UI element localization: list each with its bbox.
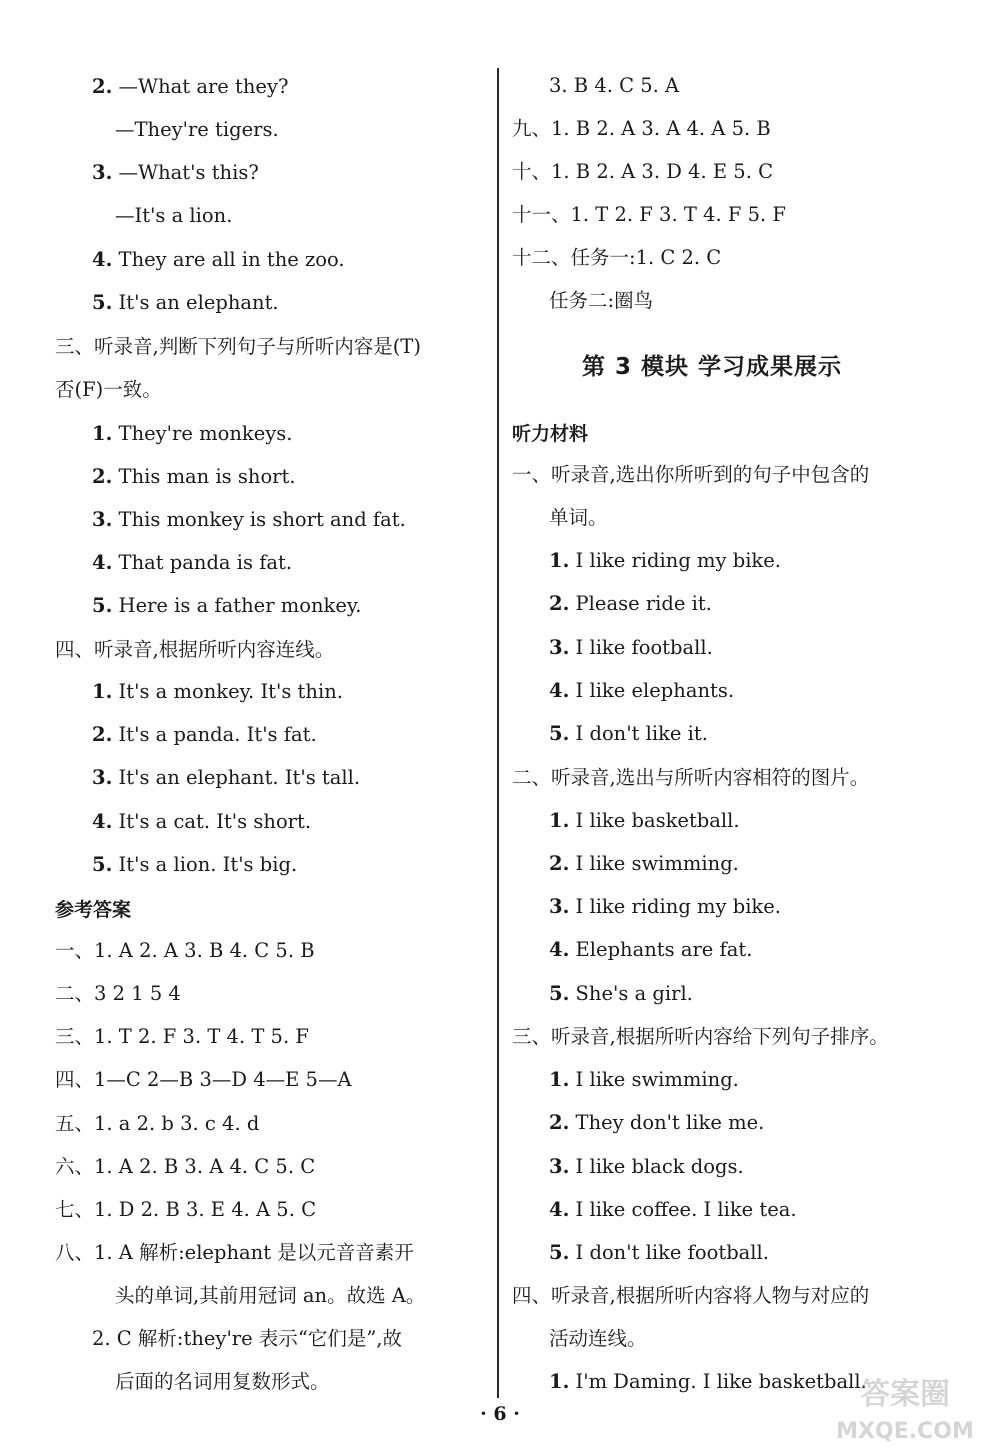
section-heading: 否(F)一致。 <box>55 378 162 401</box>
answer-line: 八、1. A 解析:elephant 是以元音音素开 <box>55 1241 414 1264</box>
listening-heading: 听力材料 <box>512 423 589 445</box>
answer-line: 二、3 2 1 5 4 <box>55 982 181 1005</box>
answer-line: 五、1. a 2. b 3. c 4. d <box>55 1112 260 1135</box>
section-heading: 四、听录音,根据所听内容将人物与对应的 <box>512 1284 870 1307</box>
answer-line: 十一、1. T 2. F 3. T 4. F 5. F <box>512 203 786 226</box>
watermark-text: 答案圈 MXQE.COM <box>836 1377 974 1444</box>
line: 5. It's an elephant. <box>92 291 279 314</box>
line: 3. This monkey is short and fat. <box>92 508 406 531</box>
answer-line: 四、1—C 2—B 3—D 4—E 5—A <box>55 1068 352 1091</box>
line: 单词。 <box>549 506 608 529</box>
line: —It's a lion. <box>115 204 233 227</box>
line: 5. I don't like football. <box>549 1241 769 1264</box>
answer-line: 十二、任务一:1. C 2. C <box>512 246 722 269</box>
line: 1. I like swimming. <box>549 1068 739 1091</box>
module-title: 第 3 模块 学习成果展示 <box>582 354 843 380</box>
line: 2. They don't like me. <box>549 1111 765 1134</box>
line: —They're tigers. <box>115 118 279 141</box>
answer-line: 九、1. B 2. A 3. A 4. A 5. B <box>512 117 771 140</box>
section-heading: 四、听录音,根据所听内容连线。 <box>55 638 335 661</box>
line: 2. It's a panda. It's fat. <box>92 723 317 746</box>
line: 1. It's a monkey. It's thin. <box>92 680 343 703</box>
line: 1. I'm Daming. I like basketball. <box>549 1370 867 1393</box>
line: 2. —What are they? <box>92 75 289 98</box>
answer-line: 三、1. T 2. F 3. T 4. T 5. F <box>55 1025 309 1048</box>
line: 3. I like black dogs. <box>549 1155 744 1178</box>
watermark-logo-icon <box>820 1370 990 1450</box>
line: 3. I like riding my bike. <box>549 895 781 918</box>
line: 1. I like basketball. <box>549 809 740 832</box>
page-number: · 6 · <box>480 1403 520 1425</box>
line: 3. —What's this? <box>92 161 259 184</box>
line: 3. I like football. <box>549 636 713 659</box>
section-heading: 三、听录音,根据所听内容给下列句子排序。 <box>512 1025 889 1048</box>
answer-line: 七、1. D 2. B 3. E 4. A 5. C <box>55 1198 317 1221</box>
answer-line: 任务二:圈鸟 <box>549 289 654 312</box>
line: 4. They are all in the zoo. <box>92 248 345 271</box>
answer-line: 十、1. B 2. A 3. D 4. E 5. C <box>512 160 774 183</box>
answers-heading: 参考答案 <box>55 899 132 921</box>
line: 活动连线。 <box>549 1327 647 1350</box>
line: 5. It's a lion. It's big. <box>92 853 298 876</box>
line: 1. They're monkeys. <box>92 422 293 445</box>
line: 5. She's a girl. <box>549 982 693 1005</box>
line: 2. I like swimming. <box>549 852 739 875</box>
line: 2. This man is short. <box>92 465 296 488</box>
line: 4. Elephants are fat. <box>549 938 753 961</box>
section-heading: 一、听录音,选出你所听到的句子中包含的 <box>512 463 870 486</box>
line: 5. I don't like it. <box>549 722 708 745</box>
line: 4. It's a cat. It's short. <box>92 810 312 833</box>
answer-line: 头的单词,其前用冠词 an。故选 A。 <box>115 1284 426 1307</box>
answer-line: 2. C 解析:they're 表示“它们是”,故 <box>92 1327 403 1350</box>
line: 4. I like elephants. <box>549 679 735 702</box>
line: 2. Please ride it. <box>549 592 712 615</box>
section-heading: 三、听录音,判断下列句子与所听内容是(T) <box>55 335 421 358</box>
answer-line: 一、1. A 2. A 3. B 4. C 5. B <box>55 939 315 962</box>
line: 3. It's an elephant. It's tall. <box>92 766 361 789</box>
column-divider <box>497 68 499 1398</box>
line: 1. I like riding my bike. <box>549 549 781 572</box>
line: 5. Here is a father monkey. <box>92 594 362 617</box>
section-heading: 二、听录音,选出与所听内容相符的图片。 <box>512 766 870 789</box>
line: 4. I like coffee. I like tea. <box>549 1198 797 1221</box>
answer-line: 3. B 4. C 5. A <box>549 74 680 97</box>
line: 4. That panda is fat. <box>92 551 293 574</box>
answer-line: 六、1. A 2. B 3. A 4. C 5. C <box>55 1155 316 1178</box>
answer-line: 后面的名词用复数形式。 <box>115 1370 330 1393</box>
